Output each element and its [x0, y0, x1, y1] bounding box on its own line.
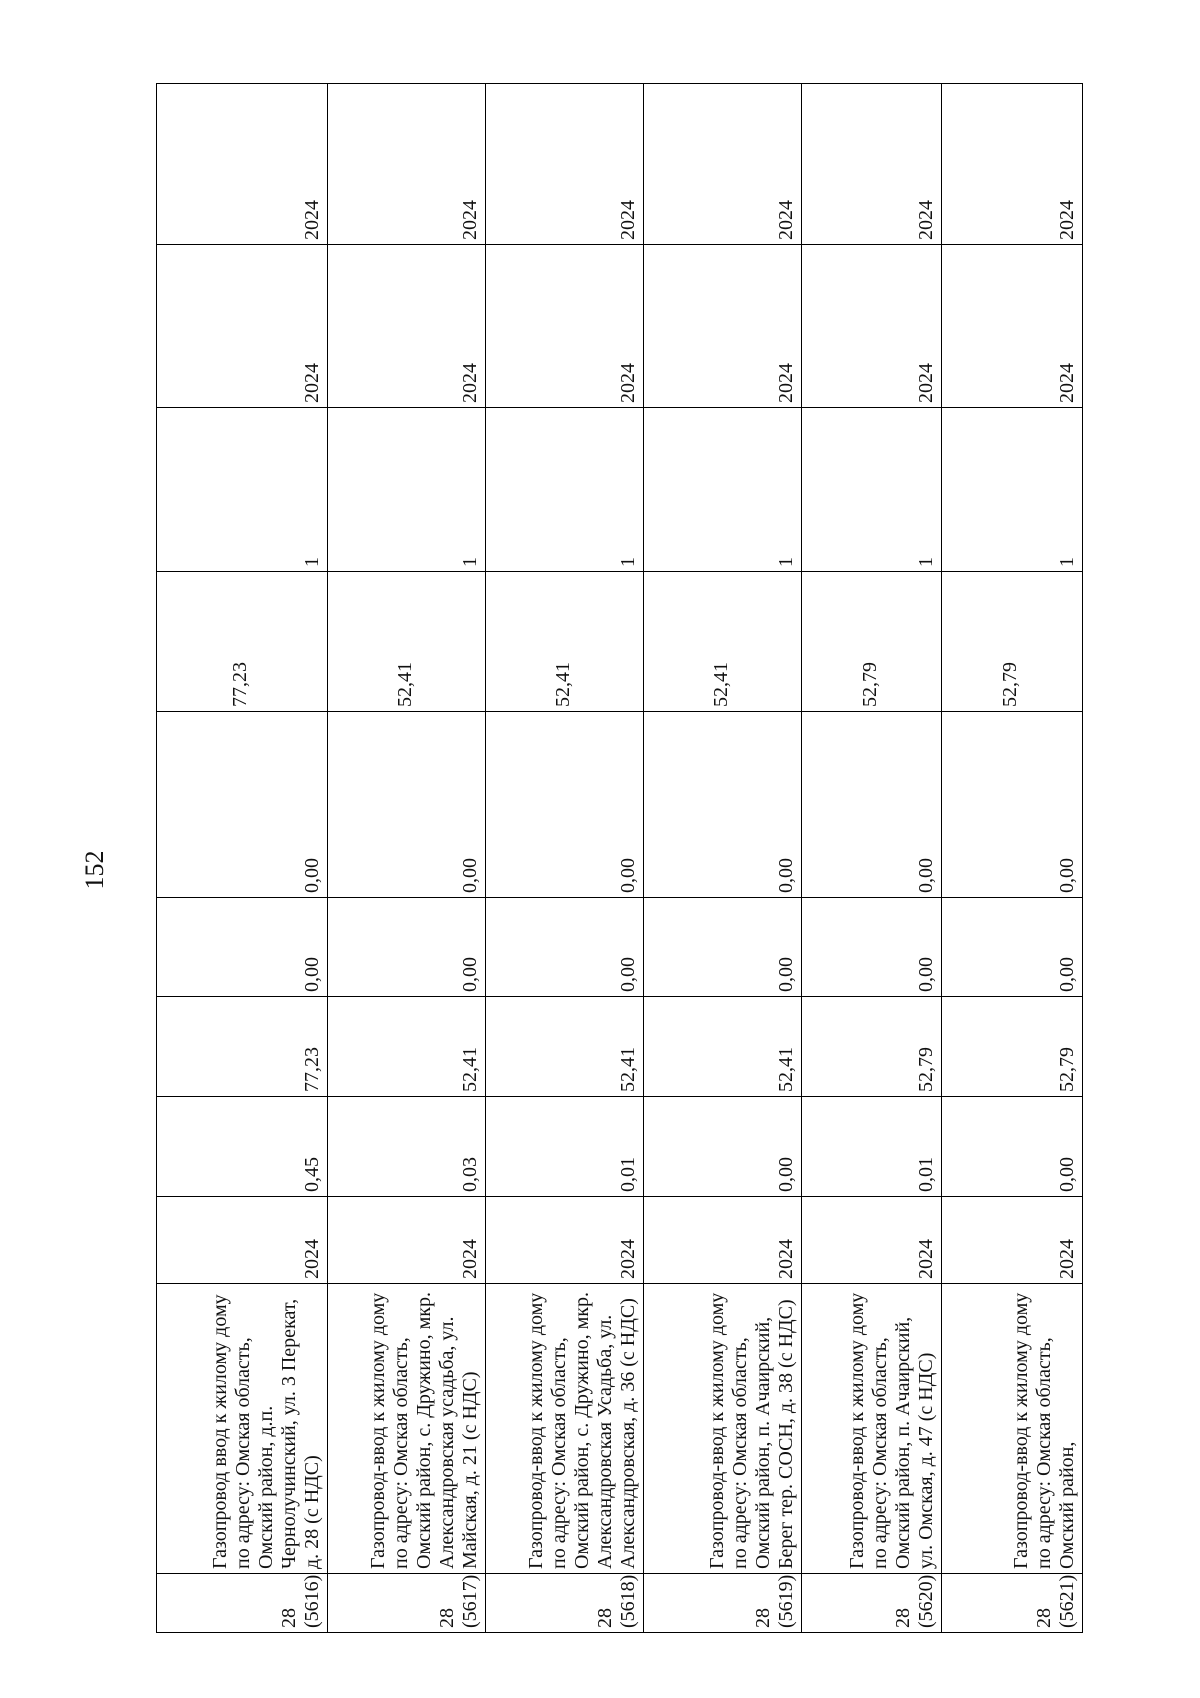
year-mid: [942, 245, 1083, 408]
year-start-text: 2024: [459, 1239, 481, 1279]
value-col-2: [802, 997, 942, 1097]
row-description-text: Газопровод ввод к жилому дому по адресу: Омская область, Омский район, д.п. Чернолучинский, ул. 3 Перекат, д. 28 (с НДС): [209, 1294, 323, 1569]
value-col-5: [328, 572, 486, 712]
value-col-1-text: 0,01: [915, 1157, 937, 1192]
value-col-4-text: 0,00: [1056, 858, 1078, 893]
value-col-4: [942, 712, 1083, 898]
value-col-1: [486, 1097, 644, 1197]
value-col-1-text: 0,01: [617, 1157, 639, 1192]
year-mid: [644, 245, 802, 408]
quantity-text: 1: [301, 557, 323, 567]
year-end: [644, 84, 802, 245]
row-id: [644, 1574, 802, 1633]
year-end: [157, 84, 328, 245]
row-id-number: 28: [436, 1608, 458, 1628]
value-col-2: [942, 997, 1083, 1097]
row-id-code: (5621): [1056, 1574, 1078, 1628]
year-mid-text: 2024: [301, 363, 323, 403]
value-col-2-text: 52,79: [1056, 1047, 1078, 1092]
value-col-5-text: 52,41: [393, 662, 416, 707]
page-number: 152: [80, 850, 109, 890]
value-col-5: [644, 572, 802, 712]
value-col-5: [157, 572, 328, 712]
row-id-code: (5618): [617, 1574, 639, 1628]
table-row: [644, 84, 802, 1633]
value-col-3-text: 0,00: [915, 957, 937, 992]
row-description-text: Газопровод-ввод к жилому дому по адресу: Омская область, Омский район, п. Ачаирский, Берег тер. СОСН, д. 38 (с НДС): [706, 1292, 797, 1569]
table-row: [486, 84, 644, 1633]
value-col-5-text: 77,23: [229, 662, 251, 707]
value-col-1-text: 0,45: [301, 1157, 323, 1192]
quantity: [486, 408, 644, 572]
rotated-table-container: [156, 84, 1082, 1633]
quantity: [942, 408, 1083, 572]
table-row: [157, 84, 328, 1633]
year-end: [802, 84, 942, 245]
value-col-5: [486, 572, 644, 712]
year-mid: [486, 245, 644, 408]
value-col-2: [328, 997, 486, 1097]
year-mid-text: 2024: [617, 363, 639, 403]
value-col-5: [942, 572, 1083, 712]
table-row: [802, 84, 942, 1633]
value-col-4: [328, 712, 486, 898]
row-id-code: (5616): [301, 1574, 323, 1628]
year-start-text: 2024: [617, 1239, 639, 1279]
value-col-1-text: 0,00: [1056, 1157, 1078, 1192]
year-mid: [328, 245, 486, 408]
year-start-text: 2024: [1056, 1239, 1078, 1279]
value-col-3-text: 0,00: [617, 957, 639, 992]
year-mid-text: 2024: [1056, 363, 1078, 403]
year-end-text: 2024: [775, 200, 797, 240]
quantity: [802, 408, 942, 572]
row-id: [328, 1574, 486, 1633]
year-end: [328, 84, 486, 245]
row-description-text: Газопровод-ввод к жилому дому по адресу: Омская область, Омский район, п. Ачаирский, ул. Омская, д. 47 (с НДС): [846, 1292, 937, 1569]
year-start-text: 2024: [915, 1239, 937, 1279]
row-id-code: (5620): [915, 1574, 937, 1628]
value-col-2: [644, 997, 802, 1097]
year-start-text: 2024: [775, 1239, 797, 1279]
value-col-2: [157, 997, 328, 1097]
value-col-4: [802, 712, 942, 898]
value-col-1: [644, 1097, 802, 1197]
row-description: [802, 1284, 942, 1574]
quantity: [157, 408, 328, 572]
row-description: [486, 1284, 644, 1574]
year-end: [486, 84, 644, 245]
row-id-number: 28: [752, 1608, 774, 1628]
row-id-number: 28: [892, 1608, 914, 1628]
value-col-3: [942, 898, 1083, 997]
value-col-5-text: 52,41: [709, 662, 732, 707]
value-col-3-text: 0,00: [775, 957, 797, 992]
quantity: [644, 408, 802, 572]
row-id: [157, 1574, 328, 1633]
year-end-text: 2024: [301, 200, 323, 240]
row-description: [157, 1284, 328, 1574]
value-col-2-text: 52,41: [775, 1047, 797, 1092]
value-col-4-text: 0,00: [775, 858, 797, 893]
row-id-code: (5619): [775, 1574, 797, 1628]
quantity-text: 1: [459, 557, 481, 567]
row-id: [486, 1574, 644, 1633]
value-col-5-text: 52,79: [858, 662, 881, 707]
row-description: [328, 1284, 486, 1574]
quantity-text: 1: [617, 557, 639, 567]
row-description: [942, 1284, 1083, 1574]
value-col-3: [644, 898, 802, 997]
row-id-code: (5617): [459, 1574, 481, 1628]
year-start: [942, 1197, 1083, 1284]
value-col-4-text: 0,00: [617, 858, 639, 893]
row-description-text: Газопровод-ввод к жилому дому по адресу: Омская область, Омский район, с. Дружино, мкр. Александровская усадьба, ул. Майская, д. 21 (с НДС): [367, 1292, 481, 1569]
value-col-2-text: 52,79: [915, 1047, 937, 1092]
value-col-4-text: 0,00: [459, 858, 481, 893]
value-col-1: [328, 1097, 486, 1197]
quantity-text: 1: [1056, 557, 1078, 567]
value-col-4-text: 0,00: [915, 858, 937, 893]
row-description: [644, 1284, 802, 1574]
table-row: [328, 84, 486, 1633]
year-mid-text: 2024: [775, 363, 797, 403]
quantity-text: 1: [775, 557, 797, 567]
table-row: [942, 84, 1083, 1633]
row-description-text: Газопровод-ввод к жилому дому по адресу: Омская область, Омский район,: [1010, 1292, 1078, 1569]
year-start: [328, 1197, 486, 1284]
value-col-1: [802, 1097, 942, 1197]
value-col-5: [802, 572, 942, 712]
year-mid: [802, 245, 942, 408]
value-col-3-text: 0,00: [459, 957, 481, 992]
value-col-4: [157, 712, 328, 898]
value-col-3: [157, 898, 328, 997]
table-body: [157, 84, 1083, 1633]
year-start: [802, 1197, 942, 1284]
value-col-1-text: 0,03: [459, 1157, 481, 1192]
year-mid: [157, 245, 328, 408]
value-col-2-text: 77,23: [301, 1047, 323, 1092]
value-col-3-text: 0,00: [301, 957, 323, 992]
row-id-number: 28: [278, 1608, 300, 1628]
value-col-4-text: 0,00: [301, 858, 323, 893]
year-end-text: 2024: [1056, 200, 1078, 240]
value-col-1-text: 0,00: [775, 1157, 797, 1192]
year-mid-text: 2024: [915, 363, 937, 403]
value-col-1: [942, 1097, 1083, 1197]
row-id-number: 28: [1033, 1608, 1055, 1628]
value-col-3: [486, 898, 644, 997]
value-col-5-text: 52,79: [999, 662, 1021, 707]
value-col-2-text: 52,41: [617, 1047, 639, 1092]
year-start: [157, 1197, 328, 1284]
value-col-2-text: 52,41: [459, 1047, 481, 1092]
year-end-text: 2024: [617, 200, 639, 240]
value-col-2: [486, 997, 644, 1097]
value-col-3-text: 0,00: [1056, 957, 1078, 992]
row-id: [942, 1574, 1083, 1633]
value-col-3: [328, 898, 486, 997]
year-end-text: 2024: [459, 200, 481, 240]
value-col-5-text: 52,41: [551, 662, 574, 707]
year-end-text: 2024: [915, 200, 937, 240]
row-id: [802, 1574, 942, 1633]
year-start-text: 2024: [301, 1239, 323, 1279]
row-id-number: 28: [594, 1608, 616, 1628]
value-col-3: [802, 898, 942, 997]
year-start: [486, 1197, 644, 1284]
quantity-text: 1: [915, 557, 937, 567]
year-end: [942, 84, 1083, 245]
row-description-text: Газопровод-ввод к жилому дому по адресу: Омская область, Омский район, с. Дружино, мкр. Александровская Усадьба, ул. Александровская, д. 36 (с НДС): [525, 1292, 639, 1569]
year-start: [644, 1197, 802, 1284]
value-col-1: [157, 1097, 328, 1197]
value-col-4: [644, 712, 802, 898]
year-mid-text: 2024: [459, 363, 481, 403]
quantity: [328, 408, 486, 572]
data-table: [156, 83, 1083, 1633]
value-col-4: [486, 712, 644, 898]
